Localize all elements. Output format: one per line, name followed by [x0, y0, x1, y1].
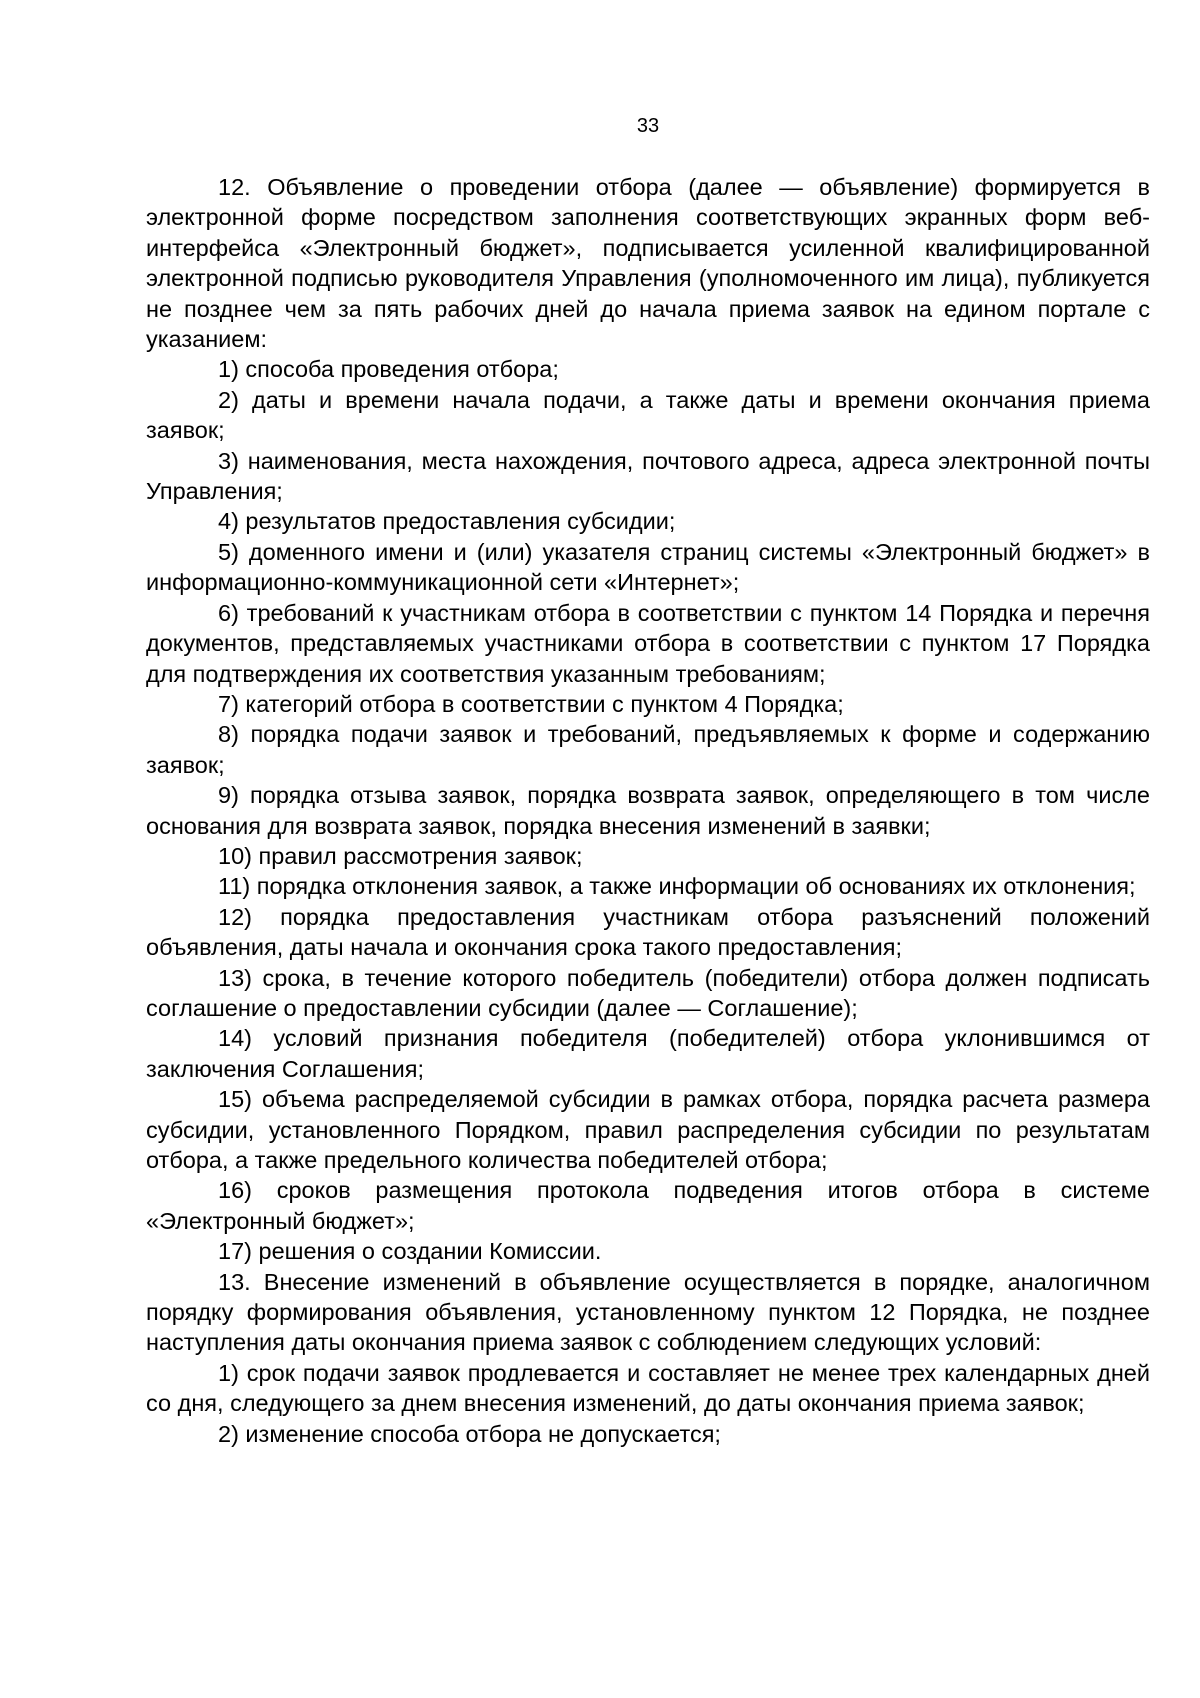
list-item: 6) требований к участникам отбора в соответствии с пунктом 14 Порядка и перечня документов, представляемых участниками отбора в соответствии с пунктом 17 Порядка для подтверждения их соответствия указанным требованиям;	[146, 599, 1150, 687]
list-item: 15) объема распределяемой субсидии в рамках отбора, порядка расчета размера субсидии, установленного Порядком, правил распределения субсидии по результатам отбора, а также предельного количества победителей отбора;	[146, 1086, 1150, 1173]
list-item: 1) способа проведения отбора;	[218, 356, 559, 383]
list-item: 2) даты и времени начала подачи, а также даты и времени окончания приема заявок;	[146, 386, 1150, 444]
list-item: 8) порядка подачи заявок и требований, предъявляемых к форме и содержанию заявок;	[146, 721, 1150, 778]
list-item: 14) условий признания победителя (победителей) отбора уклонившимся от заключения Соглашения;	[146, 1025, 1150, 1082]
list-item: 9) порядка отзыва заявок, порядка возврата заявок, определяющего в том числе основания для возврата заявок, порядка внесения изменений в заявки;	[146, 782, 1150, 839]
list-item: 16) сроков размещения протокола подведения итогов отбора в системе «Электронный бюджет»;	[146, 1177, 1150, 1234]
list-item: 3) наименования, места нахождения, почтового адреса, адреса электронной почты Управления;	[146, 447, 1150, 505]
list-item: 10) правил рассмотрения заявок;	[218, 842, 583, 869]
paragraph-13: 13. Внесение изменений в объявление осуществляется в порядке, аналогичном порядку формирования объявления, установленному пунктом 12 Порядка, не позднее наступления даты окончания приема заявок с соблюдением следующих условий:	[146, 1268, 1150, 1356]
list-item: 4) результатов предоставления субсидии;	[218, 508, 676, 535]
paragraph-12: 12. Объявление о проведении отбора (далее — объявление) формируется в электронной форме посредством заполнения соответствующих экранных форм веб-интерфейса «Электронный бюджет», подписывается усиленной квалифицированной электронной подписью руководителя Управления (уполномоченного им лица), публикуется не позднее чем за пять рабочих дней до начала приема заявок на едином портале с указанием:	[146, 174, 1150, 353]
document-body	[146, 172, 1150, 1449]
list-item: 11) порядка отклонения заявок, а также информации об основаниях их отклонения;	[218, 873, 1136, 900]
list-item: 7) категорий отбора в соответствии с пунктом 4 Порядка;	[218, 690, 844, 717]
list-item: 13) срока, в течение которого победитель (победители) отбора должен подписать соглашение о предоставлении субсидии (далее — Соглашение);	[146, 964, 1150, 1021]
page-number: 33	[636, 115, 660, 137]
list-item: 12) порядка предоставления участникам отбора разъяснений положений объявления, даты начала и окончания срока такого предоставления;	[146, 903, 1150, 961]
list-item: 2) изменение способа отбора не допускается;	[218, 1420, 721, 1447]
list-item: 17) решения о создании Комиссии.	[218, 1238, 602, 1265]
list-item: 5) доменного имени и (или) указателя страниц системы «Электронный бюджет» в информационно-коммуникационной сети «Интернет»;	[146, 538, 1150, 596]
list-item: 1) срок подачи заявок продлевается и составляет не менее трех календарных дней со дня, следующего за днем внесения изменений, до даты окончания приема заявок;	[146, 1359, 1150, 1417]
